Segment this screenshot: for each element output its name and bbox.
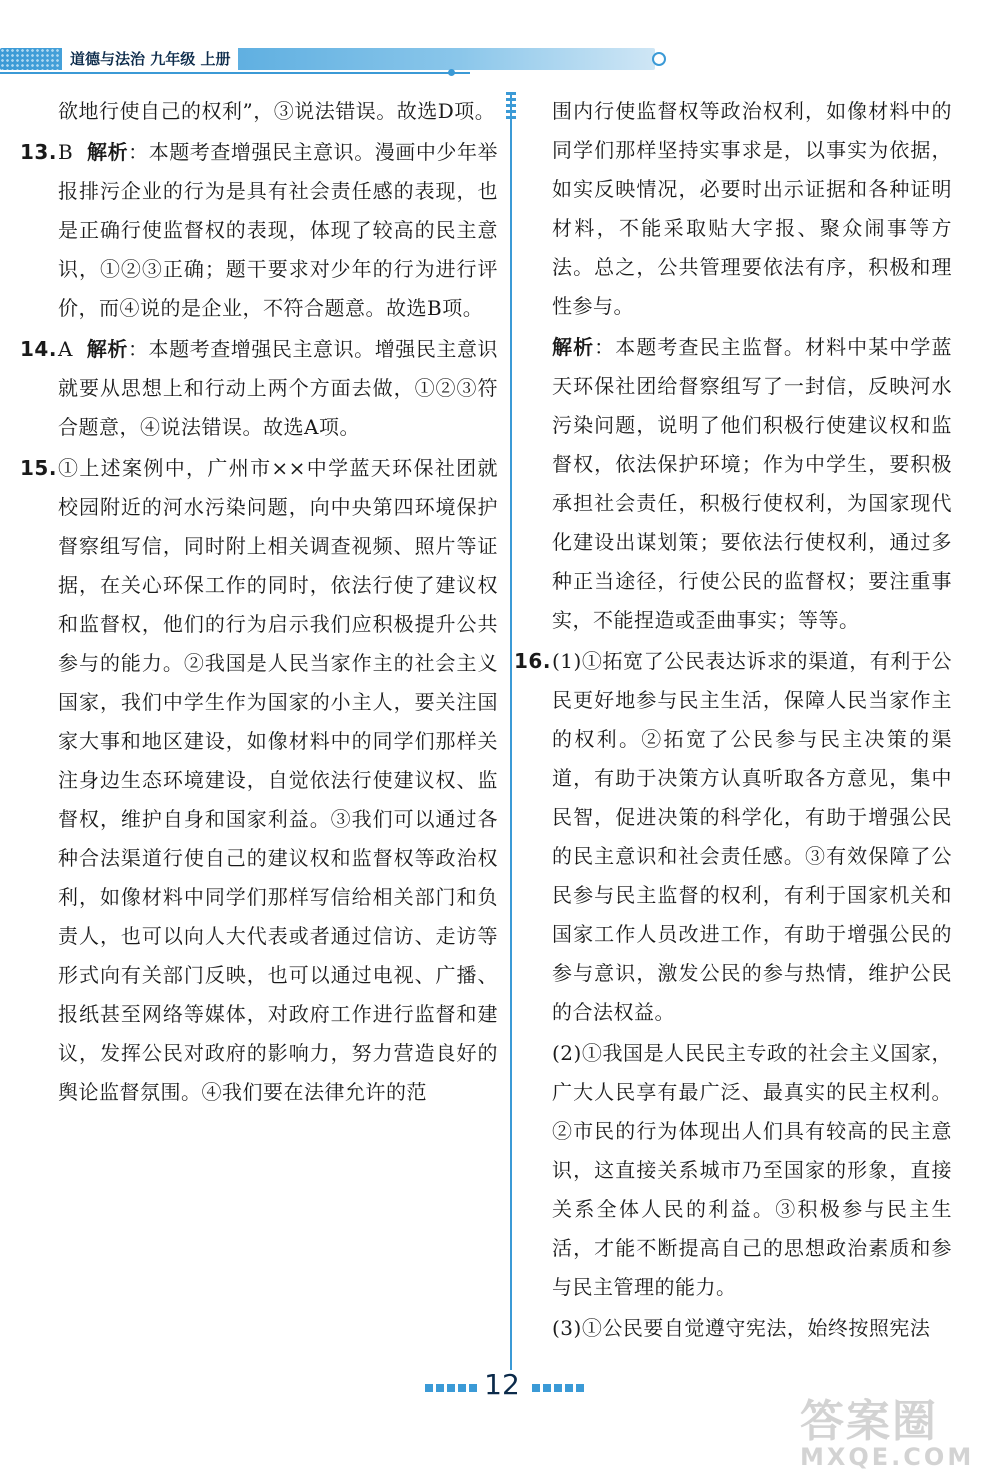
page-header — [0, 40, 680, 80]
question-number: 16. — [514, 649, 551, 673]
header-underline — [0, 72, 470, 74]
watermark-url: MXQE.COM — [800, 1443, 975, 1471]
analysis-text: ：本题考查增强民主意识。漫画中少年举报排污企业的行为是具有社会责任感的表现，也是正确行使监督权的表现，体现了较高的民主意识，①②③正确；题干要求对少年的行为进行评价，而④说的是企业，不符合题意。故选B项。 — [58, 140, 499, 320]
analysis-label: 解析 — [87, 140, 129, 164]
page-number: 12 — [484, 1368, 520, 1401]
right-column — [514, 92, 953, 1350]
continuation-text: 围内行使监督权等政治权利，如像材料中的同学们那样坚持实事求是，以事实为依据，如实反映情况，必要时出示证据和各种证明材料，不能采取贴大字报、聚众闹事等方法。总之，公共管理要依法有序，积极和理性参与。 — [552, 99, 952, 318]
answer-part-1: (1)①拓宽了公民表达诉求的渠道，有利于公民更好地参与民主生活，保障人民当家作主的权利。②拓宽了公民参与民主决策的渠道，有助于决策方认真听取各方意见，集中民智，促进决策的科学化，有助于增强公民的民主意识和社会责任感。③有效保障了公民参与民主监督的权利，有利于国家机关和国家工作人员改进工作，有助于增强公民的参与意识，激发公民的参与热情，维护公民的合法权益。 — [552, 649, 952, 1024]
question-number: 15. — [20, 456, 57, 480]
analysis-text: ：本题考查民主监督。材料中某中学蓝天环保社团给督察组写了一封信，反映河水污染问题，说明了他们积极行使建议权和监督权，依法保护环境；作为中学生，要积极承担社会责任，积极行使权利，为国家现代化建设出谋划策；要依法行使权利，通过多种正当途径，行使公民的监督权；要注重事实，不能捏造或歪曲事实；等等。 — [552, 335, 953, 632]
header-dot-pattern — [0, 48, 60, 70]
answer-body — [58, 330, 498, 447]
answer-16 — [514, 642, 952, 1350]
answer-text: ①上述案例中，广州市××中学蓝天环保社团就校园附近的河水污染问题，向中央第四环境保护督察组写信，同时附上相关调查视频、照片等证据，在关心环保工作的同时，依法行使了建议权和监督权，他们的行为启示我们应积极提升公共参与的能力。②我国是人民当家作主的社会主义国家，我们中学生作为国家的小主人，要关注国家大事和地区建设，如像材料中的同学们那样关注身边生态环境建设，自觉依法行使建议权、监督权，维护自身和国家利益。③我们可以通过各种合法渠道行使自己的建议权和监督权等政治权利，如像材料中同学们那样写信给相关部门和负责人，也可以向人大代表或者通过信访、走访等形式向有关部门反映，也可以通过电视、广播、报纸甚至网络等媒体，对政府工作进行监督和建议，发挥公民对政府的影响力，努力营造良好的舆论监督氛围。④我们要在法律允许的范 — [58, 456, 498, 1104]
answer-part-2: (2)①我国是人民民主专政的社会主义国家，广大人民享有最广泛、最真实的民主权利。②市民的行为体现出人们具有较高的民主意识，这直接关系城市乃至国家的形象，直接关系全体人民的利益。③积极参与民主生活，才能不断提高自己的思想政治素质和参与民主管理的能力。 — [552, 1041, 952, 1299]
answer-15 — [20, 449, 498, 1114]
analysis-label: 解析 — [552, 335, 595, 359]
answer-body — [552, 642, 952, 1350]
book-title: 道德与法治 九年级 上册 — [62, 48, 238, 70]
intro-text: 欲地行使自己的权利”，③说法错误。故选D项。 — [58, 99, 496, 123]
analysis-text: ：本题考查增强民主意识。增强民主意识就要从思想上和行动上两个方面去做，①②③符合题意，④说法错误。故选A项。 — [58, 337, 499, 439]
divider-dash — [506, 92, 516, 122]
answer-body — [58, 133, 498, 328]
header-dot-icon — [448, 69, 455, 76]
question-number: 13. — [20, 140, 57, 164]
watermark-main: 答案圈 — [800, 1396, 938, 1447]
answer-14 — [20, 330, 499, 449]
analysis-label: 解析 — [86, 337, 128, 361]
question-number: 14. — [20, 337, 57, 361]
column-divider — [510, 92, 512, 1370]
answer-13 — [20, 133, 499, 330]
answer-part-3: (3)①公民要自觉遵守宪法，始终按照宪法 — [552, 1316, 931, 1340]
analysis-paragraph — [552, 328, 952, 640]
answer-letter: A — [58, 337, 73, 361]
left-column — [20, 92, 499, 1114]
footer-decoration-left — [425, 1384, 477, 1392]
footer-decoration-right — [532, 1384, 584, 1392]
header-circle-icon — [652, 52, 666, 66]
answer-letter: B — [58, 140, 74, 164]
watermark-logo — [800, 1385, 990, 1471]
